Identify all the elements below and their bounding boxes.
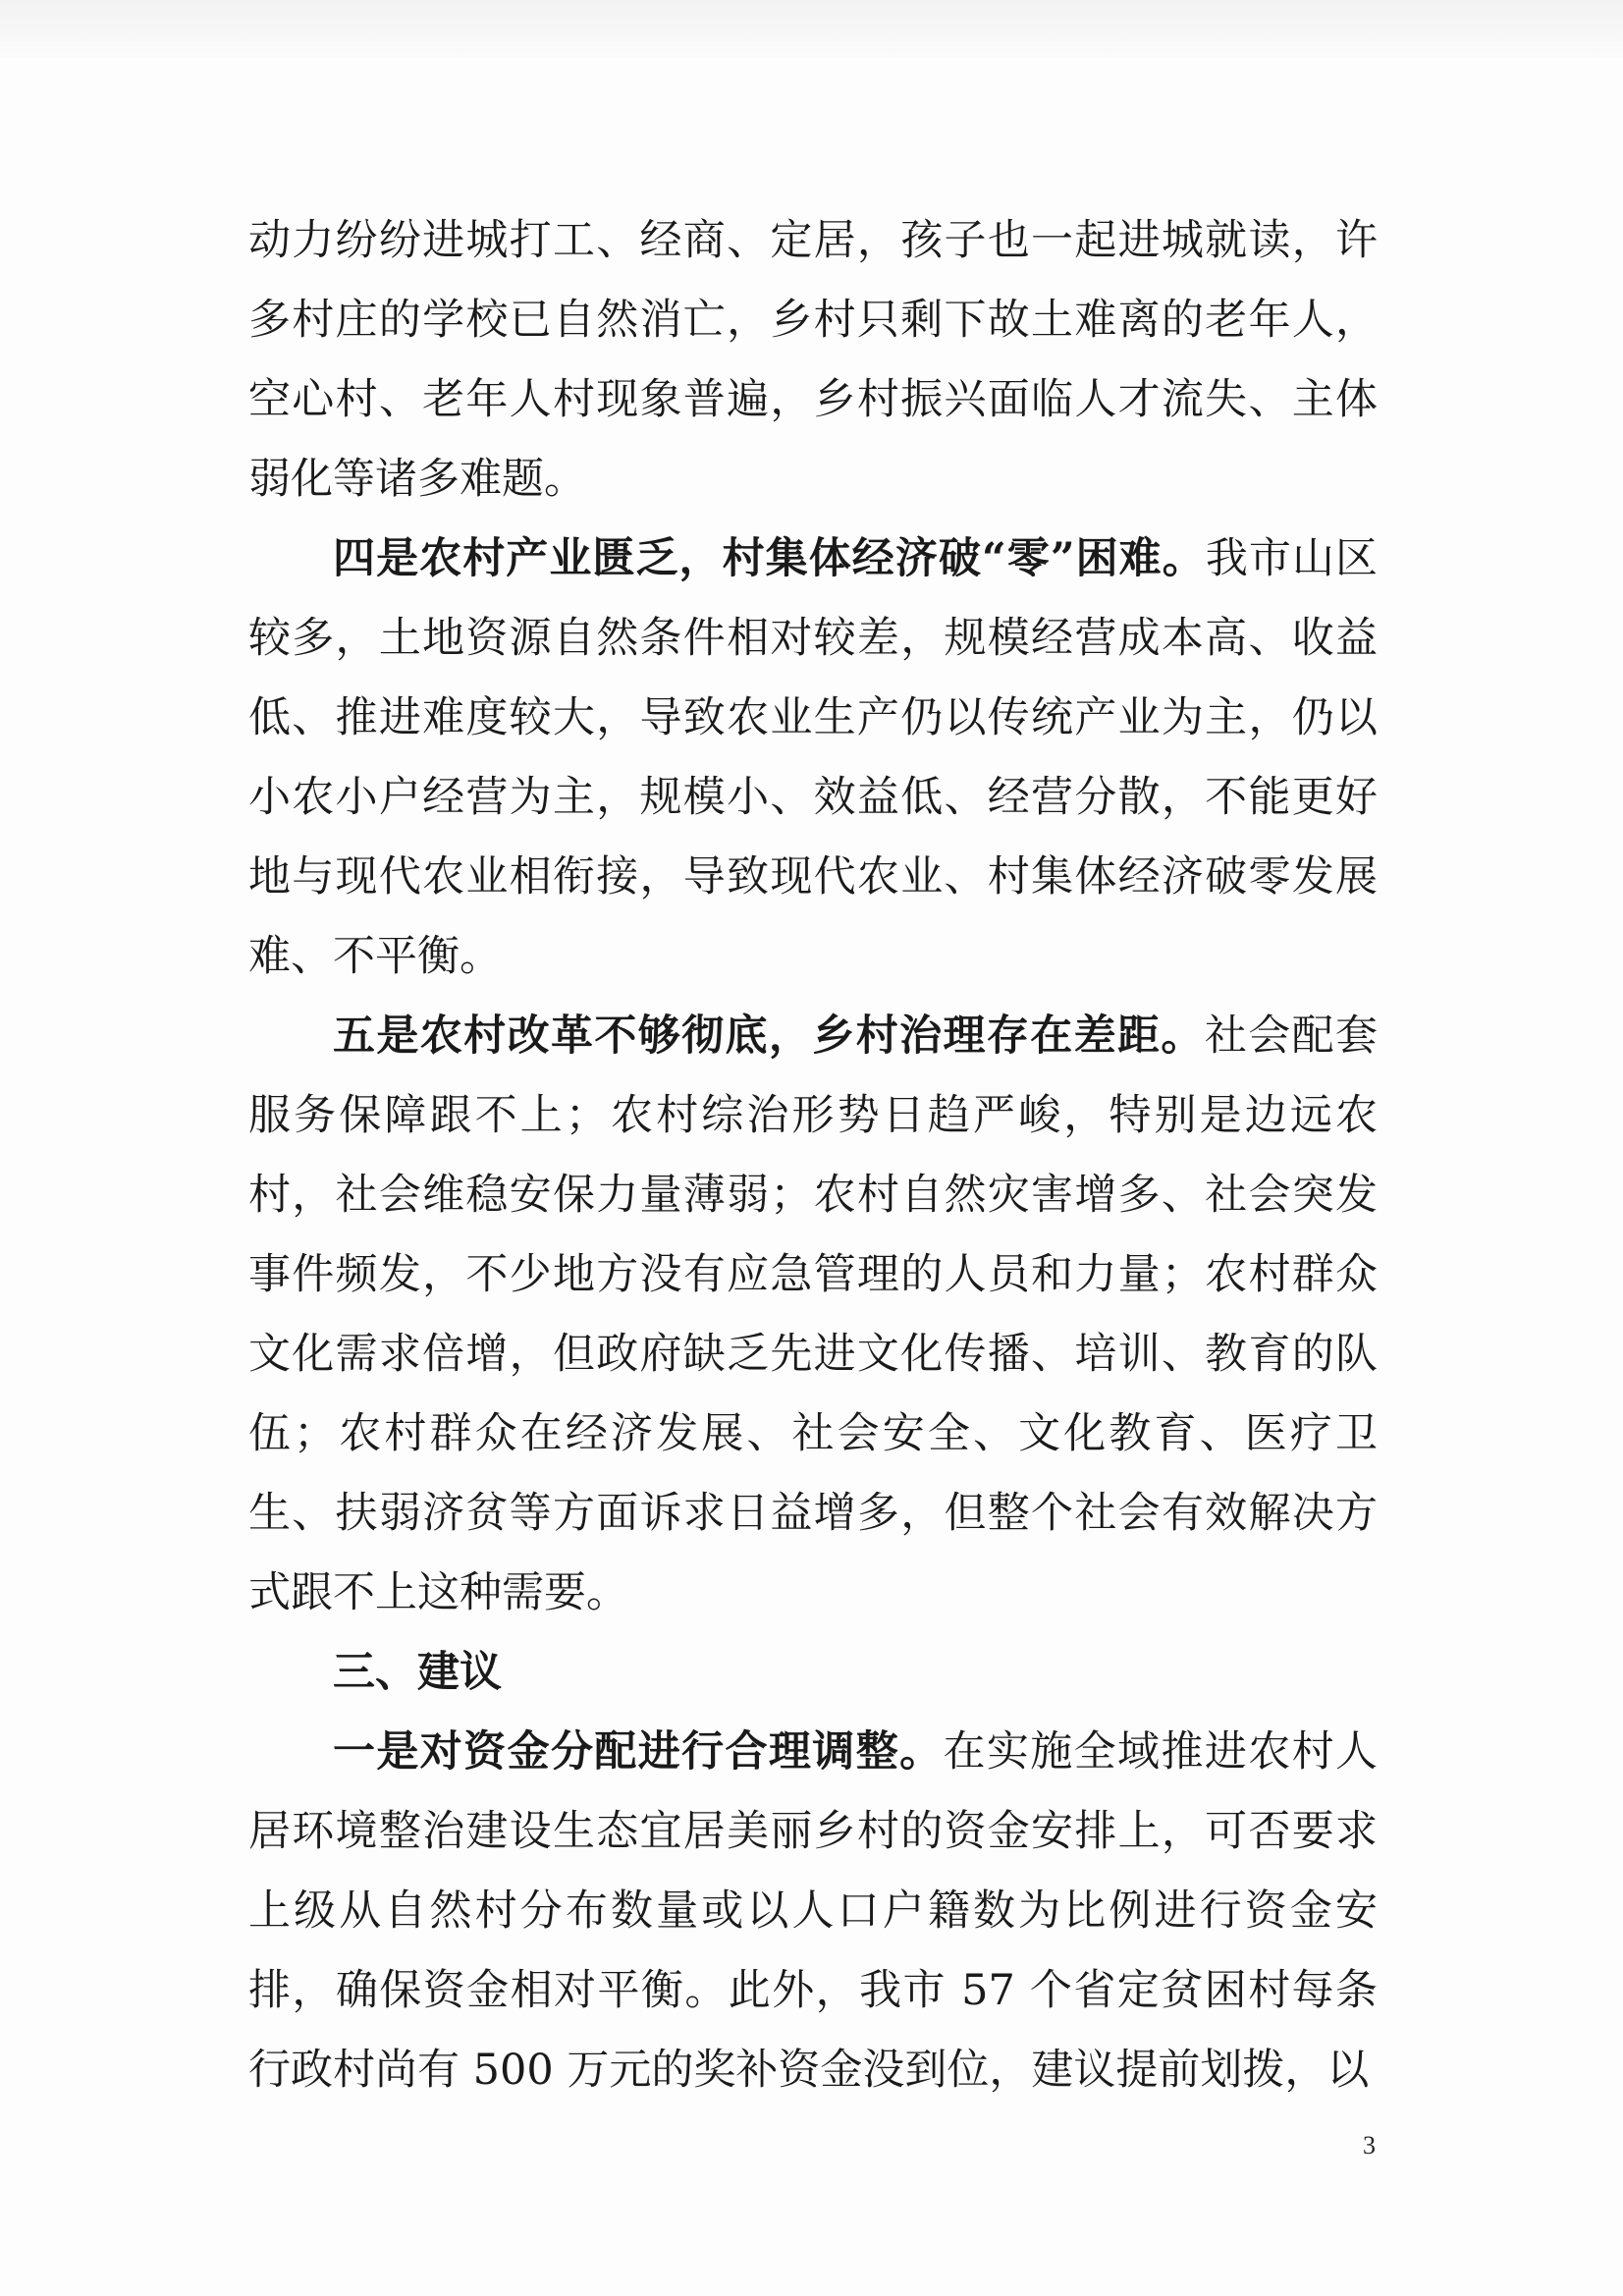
paragraph-heading: 一是对资金分配进行合理调整。	[333, 1727, 944, 1777]
paragraph-point-four	[248, 519, 1378, 997]
scan-top-edge	[0, 0, 1623, 57]
paragraph-point-five	[248, 997, 1378, 1633]
paragraph-text: 动力纷纷进城打工、经商、定居，孩子也一起进城就读，许多村庄的学校已自然消亡，乡村只剩下故土难离的老年人，空心村、老年人村现象普遍，乡村振兴面临人才流失、主体弱化等诸多难题。	[248, 216, 1378, 504]
paragraph-text: 在实施全域推进农村人居环境整治建设生态宜居美丽乡村的资金安排上，可否要求上级从自然村分布数量或以人口户籍数为比例进行资金安排，确保资金相对平衡。此外，我市 57 个省定贫困村每条行政村尚有 500 万元的奖补资金没到位，建议提前划拨，以	[248, 1727, 1379, 2095]
page-number: 3	[1363, 2131, 1376, 2159]
paragraph-continuation	[248, 201, 1378, 519]
paragraph-text: 我市山区较多，土地资源自然条件相对较差，规模经营成本高、收益低、推进难度较大，导致农业生产仍以传统产业为主，仍以小农小户经营为主，规模小、效益低、经营分散，不能更好地与现代农业相衔接，导致现代农业、村集体经济破零发展难、不平衡。	[248, 534, 1379, 981]
section-title: 三、建议	[333, 1648, 502, 1697]
paragraph-text: 社会配套服务保障跟不上；农村综治形势日趋严峻，特别是边远农村，社会维稳安保力量薄弱；农村自然灾害增多、社会突发事件频发，不少地方没有应急管理的人员和力量；农村群众文化需求倍增，但政府缺乏先进文化传播、培训、教育的队伍；农村群众在经济发展、社会安全、文化教育、医疗卫生、扶弱济贫等方面诉求日益增多，但整个社会有效解决方式跟不上这种需要。	[248, 1011, 1379, 1617]
body-text	[248, 201, 1378, 2110]
paragraph-suggestion-one	[248, 1713, 1378, 2110]
paragraph-heading: 五是农村改革不够彻底，乡村治理存在差距。	[333, 1011, 1205, 1061]
paragraph-heading: 四是农村产业匮乏，村集体经济破“零”困难。	[333, 534, 1206, 583]
section-heading-suggestions	[248, 1633, 1378, 1713]
